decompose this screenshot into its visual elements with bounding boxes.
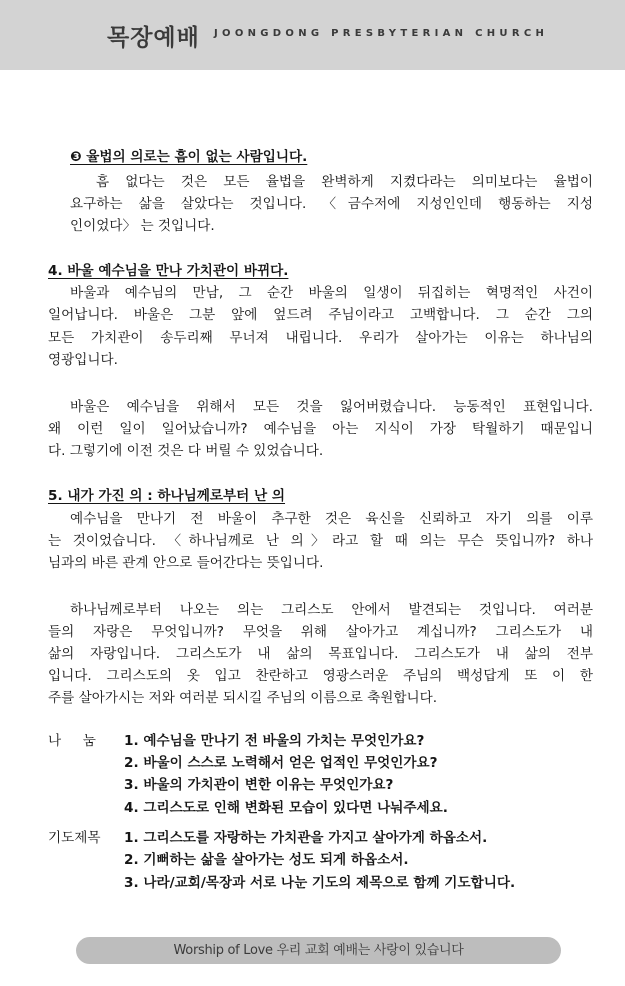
prayer-label: 기도제목	[48, 830, 101, 846]
prayer-item: 1. 그리스도를 자랑하는 가치관을 가지고 살아가게 하옵소서.	[124, 830, 488, 846]
sharing-item: 4. 그리스도로 인해 변화된 모습이 있다면 나눠주세요.	[124, 800, 448, 816]
section-5-heading: 5. 내가 가진 의 : 하나님께로부터 난 의	[48, 488, 286, 504]
section-4-p1-line-4: 영광입니다.	[48, 352, 118, 368]
section-3-line-2: 요구하는 삶을 살았다는 것입니다. 〈금수저에 지성인인데 행동하는 지성	[70, 196, 593, 212]
section-4-heading: 4. 바울 예수님을 만나 가치관이 바뀌다.	[48, 263, 289, 279]
section-4-p1-line-2: 일어납니다. 바울은 그분 앞에 엎드려 주님이라고 고백합니다. 그 순간 그의	[48, 307, 593, 323]
section-5-p1-line-3: 님과의 바른 관계 안으로 들어간다는 뜻입니다.	[48, 555, 324, 571]
section-4-p2-line-2: 왜 이런 일이 일어났습니까? 예수님을 아는 지식이 가장 탁월하기 때문입니	[48, 421, 593, 437]
section-3-line-3: 인이었다〉 는 것입니다.	[70, 218, 215, 234]
header-subtitle: JOONGDONG PRESBYTERIAN CHURCH	[214, 28, 549, 39]
section-5-p2-line-2: 들의 자랑은 무엇입니까? 무엇을 위해 살아가고 계십니까? 그리스도가 내	[48, 624, 593, 640]
sharing-item: 3. 바울의 가치관이 변한 이유는 무엇인가요?	[124, 777, 394, 793]
sharing-label: 나 눔	[48, 733, 96, 749]
section-4-p1-line-1: 바울과 예수님의 만남, 그 순간 바울의 일생이 뒤집히는 혁명적인 사건이	[70, 285, 593, 301]
section-5-p1-line-2: 는 것이었습니다. 〈하나님께로 난 의〉라고 할 때 의는 무슨 뜻입니까? 하나	[48, 533, 593, 549]
section-4-p2-line-1: 바울은 예수님을 위해서 모든 것을 잃어버렸습니다. 능동적인 표현입니다.	[70, 399, 593, 415]
sharing-item: 2. 바울이 스스로 노력해서 얻은 업적인 무엇인가요?	[124, 755, 438, 771]
section-5-p2-line-4: 입니다. 그리스도의 옷 입고 찬란하고 영광스러운 주님의 백성답게 또 이 한	[48, 668, 593, 684]
section-4-p1-line-3: 모든 가치관이 송두리째 무너져 내립니다. 우리가 살아가는 이유는 하나님의	[48, 330, 593, 346]
section-5-p2-line-3: 삶의 자랑입니다. 그리스도가 내 삶의 목표입니다. 그리스도가 내 삶의 전부	[48, 646, 593, 662]
footer-banner	[76, 937, 561, 964]
page-header	[0, 0, 625, 70]
section-3-line-1: 흠 없다는 것은 모든 율법을 완벽하게 지켰다라는 의미보다는 율법이	[96, 174, 593, 190]
prayer-item: 2. 기뻐하는 삶을 살아가는 성도 되게 하옵소서.	[124, 852, 409, 868]
footer-text: Worship of Love 우리 교회 예배는 사랑이 있습니다	[173, 943, 464, 958]
section-5-p2-line-1: 하나님께로부터 나오는 의는 그리스도 안에서 발견되는 것입니다. 여러분	[70, 602, 593, 618]
header-title: 목장예배	[107, 25, 200, 51]
section-5-p2-line-5: 주를 살아가시는 저와 여러분 되시길 주님의 이름으로 축원합니다.	[48, 690, 438, 706]
section-5-p1-line-1: 예수님을 만나기 전 바울이 추구한 것은 육신을 신뢰하고 자기 의를 이루	[70, 511, 593, 527]
section-4-p2-line-3: 다. 그렇기에 이전 것은 다 버릴 수 있었습니다.	[48, 443, 324, 459]
section-3-heading: ❸ 율법의 의로는 흠이 없는 사람입니다.	[70, 149, 308, 165]
prayer-item: 3. 나라/교회/목장과 서로 나눈 기도의 제목으로 함께 기도합니다.	[124, 875, 516, 891]
sharing-item: 1. 예수님을 만나기 전 바울의 가치는 무엇인가요?	[124, 733, 425, 749]
